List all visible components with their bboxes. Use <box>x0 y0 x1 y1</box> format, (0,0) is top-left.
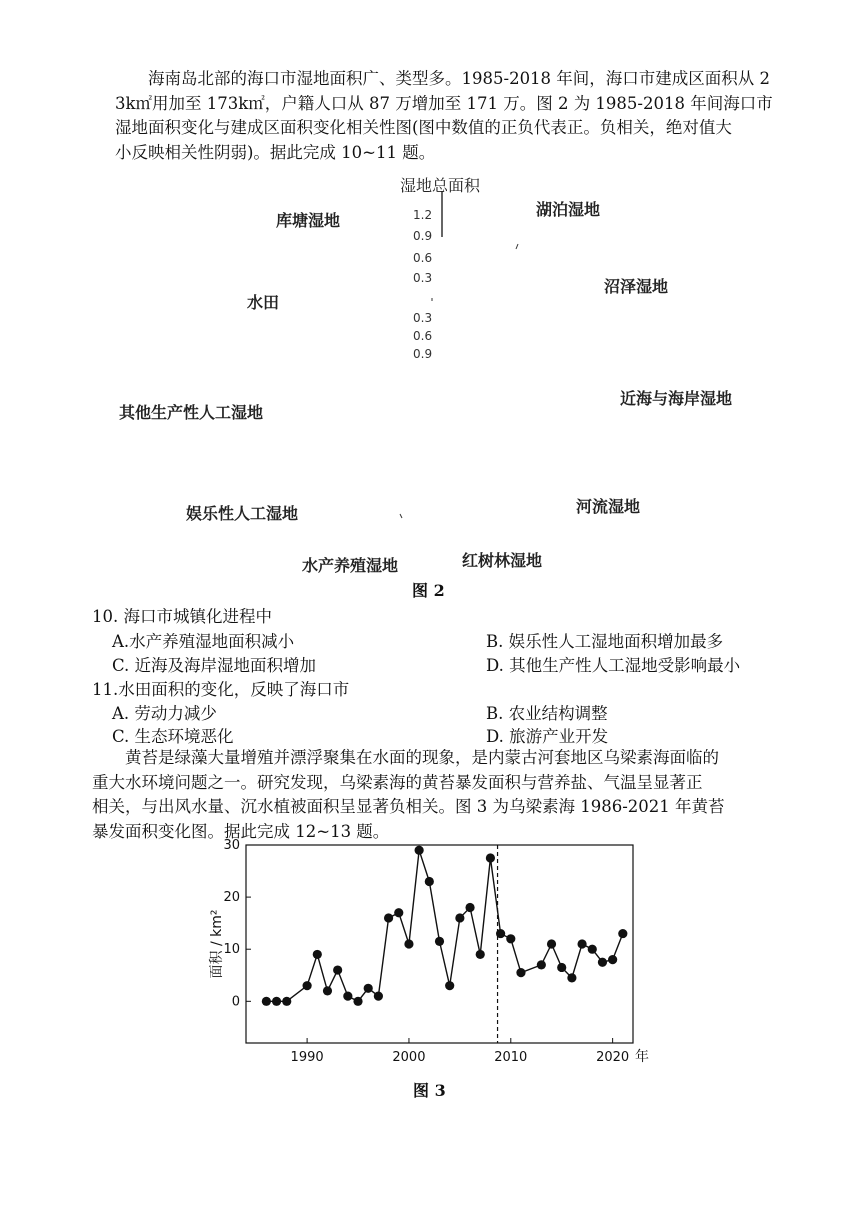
x-tick-label: 2000 <box>392 1050 426 1065</box>
data-point <box>374 992 383 1001</box>
label-paddy: 水田 <box>247 293 280 312</box>
data-point <box>425 877 434 886</box>
intro-line-2: 3k㎡用加至 173k㎡，户籍人口从 87 万增加至 171 万。图 2 为 1985-2018 年间海口市 <box>115 93 773 113</box>
q10-option-d: D. 其他生产性人工湿地受影响最小 <box>486 656 741 675</box>
y-tick-label: 10 <box>223 942 240 958</box>
data-point <box>404 939 413 948</box>
data-point <box>343 992 352 1001</box>
q11-option-d: D. 旅游产业开发 <box>486 727 609 746</box>
x-tick-label: 2010 <box>494 1050 528 1065</box>
q10-option-a: A.水产养殖湿地面积减小 <box>112 632 295 651</box>
intro-line-4: 小反映相关性阴弱)。据此完成 10~11 题。 <box>115 142 436 162</box>
data-point <box>496 929 505 938</box>
data-point <box>516 968 525 977</box>
data-point <box>547 939 556 948</box>
label-recreational: 娱乐性人工湿地 <box>186 504 299 523</box>
q10-stem: 10. 海口市城镇化进程中 <box>92 607 272 626</box>
label-marsh: 沼泽湿地 <box>604 277 669 296</box>
passage-2-line-3: 相关，与出风水量、沉水植被面积呈显著负相关。图 3 为乌梁素海 1986-2021 年黄苔 <box>92 797 725 816</box>
figure-2-caption: 图 2 <box>412 581 445 600</box>
q11-option-b: B. 农业结构调整 <box>486 704 608 723</box>
radar-tick: 0.3 <box>413 271 433 285</box>
x-tick-label: 1990 <box>290 1050 324 1065</box>
data-point <box>455 913 464 922</box>
data-point <box>618 929 627 938</box>
x-axis-unit: 年 <box>635 1049 649 1065</box>
data-point <box>415 846 424 855</box>
data-point <box>506 934 515 943</box>
intro-line-3: 湿地面积变化与建成区面积变化相关性图(图中数值的正负代表正。负相关，绝对值大 <box>115 118 732 137</box>
radar-tick: 1.2 <box>413 208 433 222</box>
label-aquaculture: 水产养殖湿地 <box>302 556 399 575</box>
label-mangrove: 红树林湿地 <box>462 551 543 570</box>
intro-line-1: 海南岛北部的海口市湿地面积广、类型多。1985-2018 年间，海口市建成区面积从 2 <box>148 69 771 88</box>
radar-center-label: 湿地总面积 <box>400 176 481 195</box>
data-point <box>313 950 322 959</box>
data-point <box>333 965 342 974</box>
data-point <box>445 981 454 990</box>
label-lake: 湖泊湿地 <box>536 200 601 219</box>
label-coastal: 近海与海岸湿地 <box>620 389 733 408</box>
radar-tick: 0.6 <box>413 251 433 265</box>
data-point <box>577 939 586 948</box>
q11-option-c: C. 生态环境恶化 <box>112 727 234 746</box>
data-point <box>598 958 607 967</box>
y-tick-label: 20 <box>223 890 240 906</box>
data-point <box>486 853 495 862</box>
data-point <box>435 937 444 946</box>
data-point <box>394 908 403 917</box>
data-point <box>476 950 485 959</box>
label-reservoir: 库塘湿地 <box>276 211 341 230</box>
radar-tick: 0.3 <box>413 311 433 325</box>
data-point <box>323 986 332 995</box>
figure-3-caption: 图 3 <box>413 1081 446 1100</box>
data-point <box>272 997 281 1006</box>
data-point <box>364 984 373 993</box>
y-tick-label: 0 <box>231 994 240 1010</box>
data-point <box>608 955 617 964</box>
passage-2-line-1: 黄苔是绿藻大量增殖并漂浮聚集在水面的现象，是内蒙古河套地区乌梁素海面临的 <box>125 748 719 767</box>
data-point <box>353 997 362 1006</box>
radar-tick: 0.9 <box>413 229 433 243</box>
data-point <box>557 963 566 972</box>
x-tick-label: 2020 <box>596 1050 630 1065</box>
data-point <box>384 913 393 922</box>
y-axis-label: 面积 / km² <box>209 909 225 979</box>
passage-2-line-4: 暴发面积变化图。据此完成 12~13 题。 <box>92 821 390 841</box>
q10-option-b: B. 娱乐性人工湿地面积增加最多 <box>486 632 724 651</box>
radar-tick: 0.9 <box>413 347 433 361</box>
label-other-production: 其他生产性人工湿地 <box>119 403 264 422</box>
data-point <box>567 973 576 982</box>
radar-tick: 0.6 <box>413 329 433 343</box>
label-river: 河流湿地 <box>576 497 641 516</box>
q10-option-c: C. 近海及海岸湿地面积增加 <box>112 656 317 675</box>
data-point <box>262 997 271 1006</box>
q11-stem: 11.水田面积的变化，反映了海口市 <box>92 680 350 699</box>
data-point <box>303 981 312 990</box>
data-point <box>588 945 597 954</box>
passage-2-line-2: 重大水环境问题之一。研究发现，乌梁素海的黄苔暴发面积与营养盐、气温呈显著正 <box>92 772 703 792</box>
data-point <box>282 997 291 1006</box>
q11-option-a: A. 劳动力减少 <box>112 704 217 723</box>
data-point <box>465 903 474 912</box>
data-point <box>537 960 546 969</box>
y-tick-label: 30 <box>223 838 240 853</box>
